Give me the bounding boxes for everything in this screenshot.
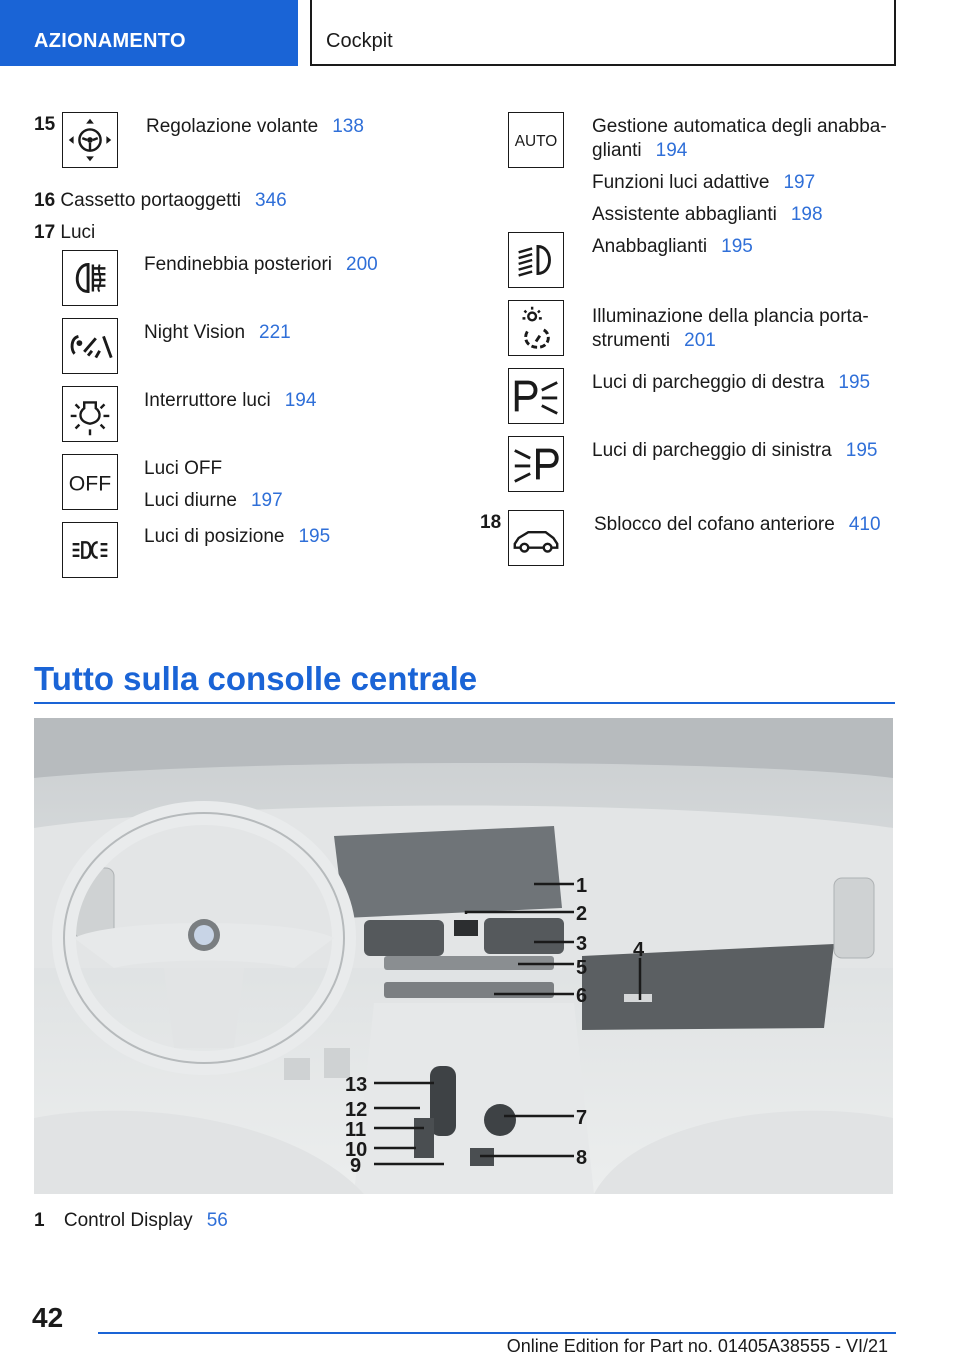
high-beam-assist-ref[interactable]: 198	[790, 204, 823, 225]
off-icon	[62, 454, 118, 510]
night-vision-icon	[62, 318, 118, 374]
light-switch-ref[interactable]: 194	[284, 390, 317, 411]
light-switch-label: Interruttore luci	[144, 390, 271, 411]
position-lights-ref[interactable]: 195	[298, 526, 331, 547]
parking-right-label: Luci di parcheggio di destra	[592, 372, 825, 393]
light-switch-text	[144, 388, 316, 413]
item-number-16: 16	[34, 190, 56, 211]
photo-callout-12: 12	[345, 1099, 368, 1121]
night-vision-label: Night Vision	[144, 322, 246, 343]
photo-callout-5: 5	[576, 957, 588, 979]
parking-left-label: Luci di parcheggio di sinistra	[592, 440, 832, 461]
photo-callout-4: 4	[633, 939, 645, 961]
chapter-tab[interactable]	[310, 0, 896, 66]
edition-note: Online Edition for Part no. 01405A38555 - VI/21	[506, 1336, 888, 1356]
chapter-label: Cockpit	[326, 30, 393, 52]
page-header	[0, 0, 960, 66]
steering-wheel-adjust-icon	[62, 112, 118, 168]
position-lights-icon	[62, 522, 118, 578]
rear-fog-text	[144, 252, 378, 277]
hood-release-ref[interactable]: 410	[848, 514, 881, 535]
photo-callout-3: 3	[576, 933, 588, 955]
night-vision-text	[144, 320, 291, 345]
daytime-lights-ref[interactable]: 197	[250, 490, 283, 511]
adaptive-lights-label: Funzioni luci adattive	[592, 172, 770, 193]
item-15-label: Regolazione volante	[146, 116, 319, 137]
instrument-lighting-text-2	[592, 328, 716, 353]
auto-icon-text: AUTO	[514, 132, 558, 150]
photo-callout-10: 10	[345, 1139, 368, 1161]
parking-right-ref[interactable]: 195	[838, 372, 871, 393]
item-15-ref[interactable]: 138	[332, 116, 364, 137]
adaptive-lights-ref[interactable]: 197	[783, 172, 816, 193]
legend-number-1: 1	[34, 1210, 45, 1231]
item-number-15: 15	[34, 114, 56, 135]
parking-right-text	[592, 370, 870, 395]
photo-callout-8: 8	[576, 1147, 588, 1169]
section-label: AZIONAMENTO	[34, 30, 186, 52]
instrument-lighting-icon	[508, 300, 564, 356]
auto-headlight-label-2: glianti	[592, 140, 642, 161]
instrument-lighting-ref[interactable]: 201	[684, 330, 716, 351]
item-15-text	[146, 114, 364, 139]
auto-headlight-label-1: Gestione automatica degli anabba-	[592, 116, 887, 137]
parking-left-text	[592, 438, 877, 463]
item-16-label: Cassetto portaoggetti	[60, 190, 242, 211]
off-icon-text: OFF	[68, 472, 112, 496]
legend-item-1	[34, 1208, 228, 1233]
legend-label-1: Control Display	[63, 1210, 193, 1231]
position-lights-text	[144, 524, 330, 549]
lights-off-label: Luci OFF	[144, 458, 223, 479]
instrument-lighting-label-2: strumenti	[592, 330, 671, 351]
parking-light-right-icon	[508, 368, 564, 424]
light-switch-icon	[62, 386, 118, 442]
hood-release-icon	[508, 510, 564, 566]
high-beam-assist-label: Assistente abbaglianti	[592, 204, 777, 225]
instrument-lighting-text-1	[592, 304, 869, 329]
legend-ref-1[interactable]: 56	[206, 1210, 228, 1231]
item-16-ref[interactable]: 346	[255, 190, 287, 211]
hood-release-label: Sblocco del cofano anteriore	[594, 514, 835, 535]
low-beam-text	[592, 234, 753, 259]
item-number-18: 18	[480, 512, 502, 533]
photo-callout-7: 7	[576, 1107, 588, 1129]
photo-callout-2: 2	[576, 903, 588, 925]
photo-callout-6: 6	[576, 985, 588, 1007]
rear-fog-light-icon	[62, 250, 118, 306]
auto-headlight-ref[interactable]: 194	[655, 140, 688, 161]
auto-headlight-text-1	[592, 114, 887, 139]
lights-off-text	[144, 456, 222, 481]
night-vision-ref[interactable]: 221	[259, 322, 291, 343]
rear-fog-label: Fendinebbia posteriori	[144, 254, 333, 275]
item-17-text	[34, 220, 95, 245]
section-divider	[34, 702, 895, 704]
rear-fog-ref[interactable]: 200	[346, 254, 378, 275]
photo-callout-11: 11	[345, 1119, 367, 1141]
position-lights-label: Luci di posizione	[144, 526, 285, 547]
low-beam-icon	[508, 232, 564, 288]
page-number: 42	[32, 1302, 64, 1333]
daytime-lights-label: Luci diurne	[144, 490, 237, 511]
center-console-photo	[34, 718, 893, 1194]
item-17-label: Luci	[60, 222, 96, 243]
high-beam-assist-text	[592, 202, 823, 227]
daytime-lights-text	[144, 488, 283, 513]
parking-left-ref[interactable]: 195	[845, 440, 878, 461]
section-tab[interactable]	[0, 0, 298, 66]
auto-icon	[508, 112, 564, 168]
instrument-lighting-label-1: Illuminazione della plancia porta-	[592, 306, 869, 327]
low-beam-label: Anabbaglianti	[592, 236, 708, 257]
adaptive-lights-text	[592, 170, 815, 195]
item-16-text	[34, 188, 287, 213]
section-title: Tutto sulla consolle centrale	[34, 660, 478, 697]
parking-light-left-icon	[508, 436, 564, 492]
auto-headlight-text-2	[592, 138, 687, 163]
photo-callout-13: 13	[345, 1074, 368, 1096]
low-beam-ref[interactable]: 195	[721, 236, 753, 257]
photo-callout-9: 9	[350, 1155, 362, 1177]
item-number-17: 17	[34, 222, 56, 243]
footer-divider	[98, 1332, 896, 1334]
photo-callout-1: 1	[576, 875, 588, 897]
hood-release-text	[594, 512, 881, 537]
